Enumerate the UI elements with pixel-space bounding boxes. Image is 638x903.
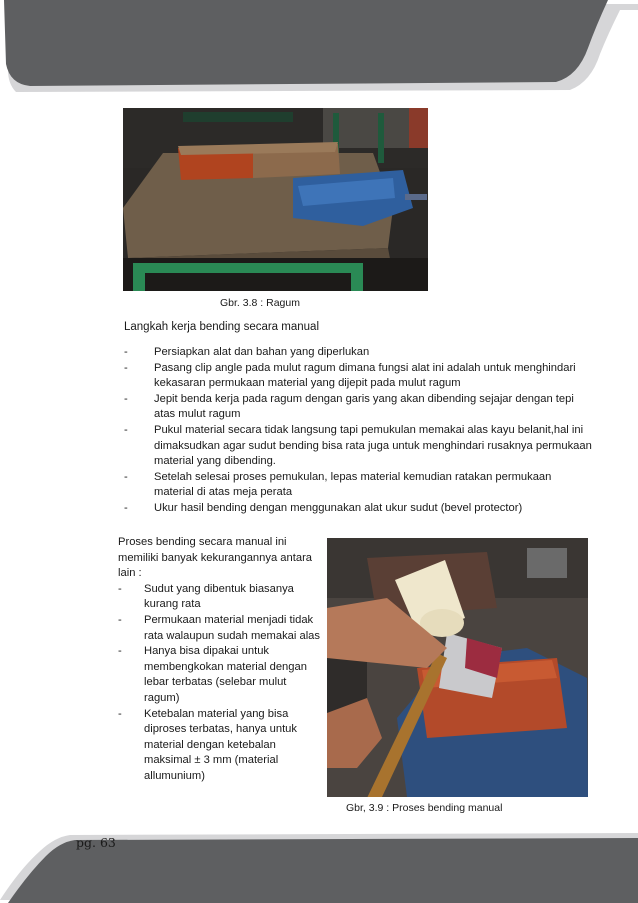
manual-bending-photo xyxy=(327,538,588,797)
bullet-dash: - xyxy=(118,645,122,658)
bullet-dash: - xyxy=(124,346,128,358)
vise-on-workbench-photo xyxy=(123,108,428,291)
list-item xyxy=(124,423,594,470)
list-item xyxy=(124,345,594,361)
list-item xyxy=(124,470,594,501)
drawbacks-intro: Proses bending secara manual ini memiliki banyak kekurangannya antara lain : xyxy=(118,536,313,580)
list-item xyxy=(118,707,323,785)
bullet-dash: - xyxy=(124,361,128,374)
drawbacks-section xyxy=(118,535,323,785)
page-number: pg. 63 xyxy=(76,835,116,850)
step-text: Jepit benda kerja pada ragum dengan garis yang akan dibending sejajar dengan tepi atas mulut ragum xyxy=(154,392,574,421)
figure-3-9-caption: Gbr, 3.9 : Proses bending manual xyxy=(346,802,503,814)
drawback-text: Ketebalan material yang bisa diproses terbatas, hanya untuk material dengan ketebalan maksimal ± 3 mm (material allumunium) xyxy=(144,707,297,782)
step-text: Ukur hasil bending dengan menggunakan alat ukur sudut (bevel protector) xyxy=(154,501,523,514)
bullet-dash: - xyxy=(118,707,122,720)
header-band xyxy=(0,0,638,95)
drawback-text: Permukaan material menjadi tidak rata walaupun sudah memakai alas xyxy=(144,613,320,642)
list-item xyxy=(124,361,594,392)
bullet-dash: - xyxy=(124,470,128,483)
procedure-steps-list xyxy=(124,345,594,517)
step-text: Pasang clip angle pada mulut ragum dimana fungsi alat ini adalah untuk menghindari kekasaran permukaan material yang dijepit pada mulut ragum xyxy=(154,361,576,390)
step-text: Setelah selesai proses pemukulan, lepas material kemudian ratakan permukaan material di atas meja perata xyxy=(154,470,552,499)
step-text: Pukul material secara tidak langsung tapi pemukulan memakai alas kayu belanit,hal ini dimaksudkan agar sudut bending bisa rata juga untuk menghindari rusaknya permukaan material yang dibending. xyxy=(154,423,592,468)
bullet-dash: - xyxy=(124,392,128,405)
drawback-text: Hanya bisa dipakai untuk membengkokan material dengan lebar terbatas (selebar mulut ragum) xyxy=(144,645,307,704)
bullet-dash: - xyxy=(118,582,122,595)
drawback-text: Sudut yang dibentuk biasanya kurang rata xyxy=(144,582,294,611)
figure-3-8-caption: Gbr. 3.8 : Ragum xyxy=(220,297,300,309)
procedure-title: Langkah kerja bending secara manual xyxy=(124,321,319,333)
step-text: Persiapkan alat dan bahan yang diperlukan xyxy=(154,346,370,358)
list-item xyxy=(118,644,323,706)
list-item xyxy=(124,392,594,423)
list-item xyxy=(124,501,594,517)
list-item xyxy=(118,613,323,644)
drawbacks-list xyxy=(118,582,323,785)
bullet-dash: - xyxy=(124,501,128,514)
list-item xyxy=(118,582,323,613)
bullet-dash: - xyxy=(118,613,122,626)
bullet-dash: - xyxy=(124,423,128,436)
